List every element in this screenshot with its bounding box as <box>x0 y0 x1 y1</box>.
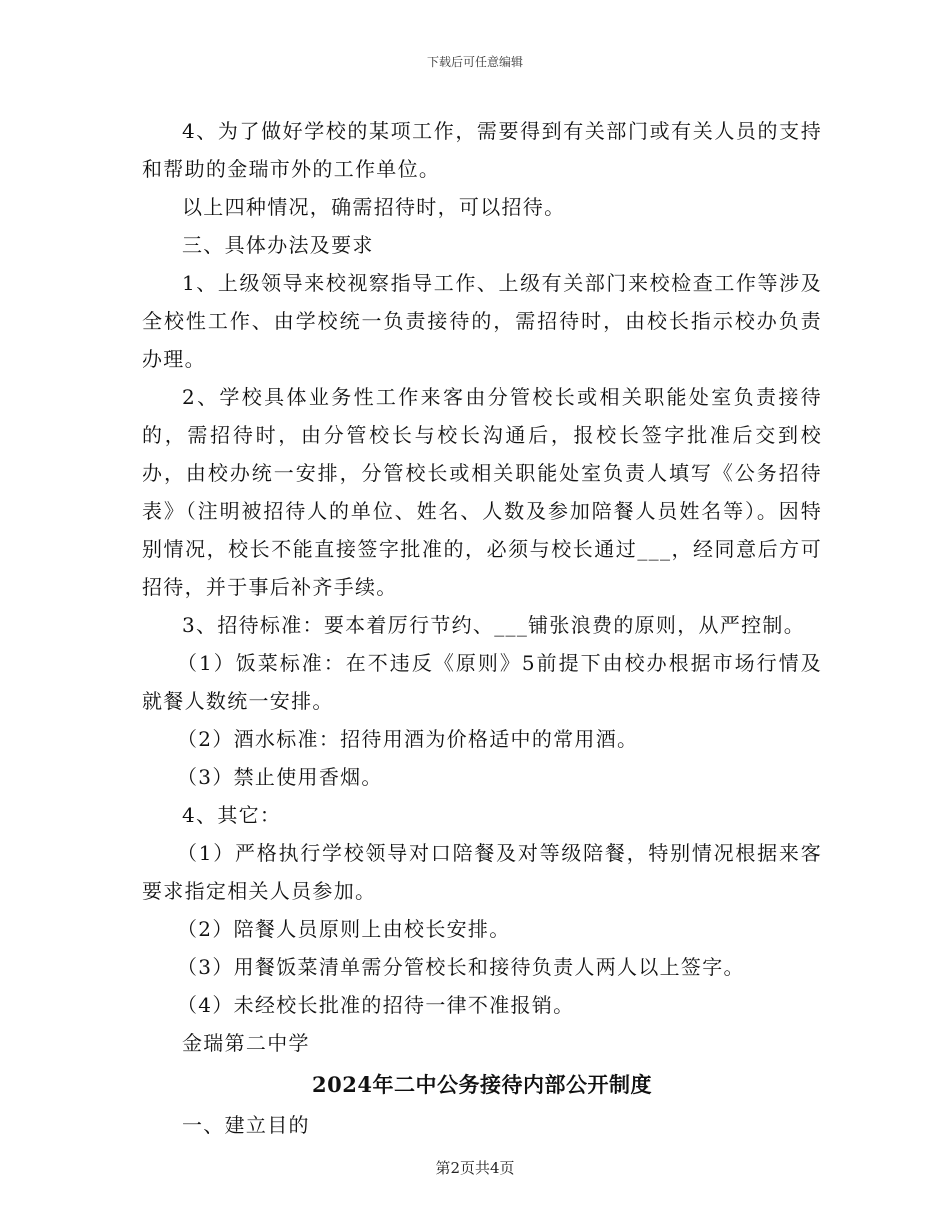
page-header-note: 下载后可任意编辑 <box>426 55 523 69</box>
paragraph-standard-no-smoking: （3）禁止使用香烟。 <box>177 765 383 789</box>
paragraph-other-1: （1）严格执行学校领导对口陪餐及对等级陪餐，特别情况根据来客要求指定相关人员参加。 <box>142 841 822 903</box>
signature-school-name: 金瑞第二中学 <box>182 1031 310 1055</box>
section-heading-purpose: 一、建立目的 <box>182 1113 310 1137</box>
paragraph-standard-meals: （1）饭菜标准：在不违反《原则》5前提下由校办根据市场行情及就餐人数统一安排。 <box>142 651 822 713</box>
paragraph-rule-1: 1、上级领导来校视察指导工作、上级有关部门来校检查工作等涉及全校性工作、由学校统一负责接待的，需招待时，由校长指示校办负责办理。 <box>142 271 822 371</box>
paragraph-standard-drinks: （2）酒水标准：招待用酒为价格适中的常用酒。 <box>177 727 639 751</box>
paragraph-item-4-external-units: 4、为了做好学校的某项工作，需要得到有关部门或有关人员的支持和帮助的金瑞市外的工作单位。 <box>142 119 822 181</box>
page-footer-page-number: 第2页共4页 <box>435 1159 515 1177</box>
document-title: 2024年二中公务接待内部公开制度 <box>312 1072 652 1097</box>
paragraph-four-cases-summary: 以上四种情况，确需招待时，可以招待。 <box>182 195 566 219</box>
paragraph-rule-2: 2、学校具体业务性工作来客由分管校长或相关职能处室负责接待的，需招待时，由分管校长与校长沟通后，报校长签字批准后交到校办，由校办统一安排，分管校长或相关职能处室负责人填写《公务招待表》（注明被招待人的单位、姓名、人数及参加陪餐人员姓名等）。因特别情况，校长不能直接签字批准的，必须与校长通过___，经同意后方可招待，并于事后补齐手续。 <box>142 385 822 599</box>
paragraph-other-3: （3）用餐饭菜清单需分管校长和接待负责人两人以上签字。 <box>177 955 745 979</box>
paragraph-rule-3-standards: 3、招待标准：要本着厉行节约、___铺张浪费的原则，从严控制。 <box>182 613 806 637</box>
document-body <box>142 112 822 1144</box>
paragraph-other-4: （4）未经校长批准的招待一律不准报销。 <box>177 993 575 1017</box>
paragraph-other-2: （2）陪餐人员原则上由校长安排。 <box>177 917 511 941</box>
section-heading-methods: 三、具体办法及要求 <box>182 233 374 257</box>
paragraph-rule-4-other: 4、其它： <box>182 803 282 827</box>
